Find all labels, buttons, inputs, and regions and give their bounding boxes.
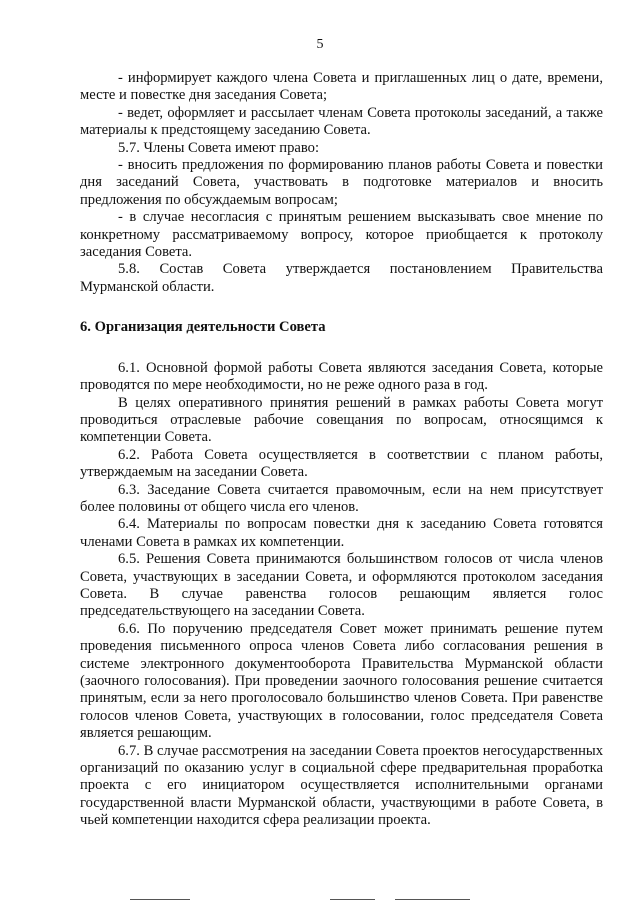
paragraph: 5.7. Члены Совета имеют право:: [118, 139, 320, 156]
paragraph: - ведет, оформляет и рассылает членам Совета протоколы заседаний, а также материалы к предстоящему заседанию Совета.: [80, 104, 603, 139]
footer-divider: [395, 899, 470, 900]
paragraph: - в случае несогласия с принятым решением высказывать свое мнение по конкретному рассматриваемому вопросу, которое приобщается к протоколу заседания Совета.: [80, 209, 603, 261]
footer-divider: [330, 899, 375, 900]
paragraph: 6.7. В случае рассмотрения на заседании Совета проектов негосударственных организаций по оказанию услуг в социальной сфере предварительная проработка проекта с его инициатором осуществляется исполнительными органами государственной власти Мурманской области, участвующими в работе Совета, в чьей компетенции находится сфера реализации проекта.: [80, 742, 603, 829]
paragraph: - вносить предложения по формированию планов работы Совета и повестки дня заседаний Совета, участвовать в подготовке материалов и вносить предложения по обсуждаемым вопросам;: [80, 157, 603, 208]
paragraph: 6.2. Работа Совета осуществляется в соответствии с планом работы, утверждаемым на заседании Совета.: [80, 446, 603, 481]
paragraph: 6.3. Заседание Совета считается правомочным, если на нем присутствует более половины от общего числа его членов.: [80, 481, 603, 515]
paragraph: 6.6. По поручению председателя Совет может принимать решение путем проведения письменного опроса членов Совета либо согласования решения в системе электронного документооборота Правительства Мурманской области (заочного голосования). При проведении заочного голосования решение считается принятым, если за него проголосовало большинство членов Совета. При равенстве голосов членов Совета, участвующих в голосовании, голос председателя Совета является решающим.: [80, 620, 603, 742]
page-number: 5: [316, 37, 324, 52]
paragraph: - информирует каждого члена Совета и приглашенных лиц о дате, времени, месте и повестке дня заседания Совета;: [80, 70, 603, 104]
document-body: [80, 70, 603, 830]
paragraph: 6.4. Материалы по вопросам повестки дня к заседанию Совета готовятся членами Совета в рамках их компетенции.: [80, 516, 603, 550]
section-title: 6. Организация деятельности Совета: [80, 319, 326, 336]
paragraph: 6.1. Основной формой работы Совета являются заседания Совета, которые проводятся по мере необходимости, но не реже одного раза в год.: [80, 359, 603, 394]
footer-divider: [130, 899, 190, 900]
paragraph: 5.8. Состав Совета утверждается постановлением Правительства Мурманской области.: [80, 261, 603, 295]
paragraph: 6.5. Решения Совета принимаются большинством голосов от числа членов Совета, участвующих в заседании Совета, и оформляются протоколом заседания Совета. В случае равенства голосов решающим является голос председательствующего на заседании Совета.: [80, 551, 603, 620]
paragraph: В целях оперативного принятия решений в рамках работы Совета могут проводиться отраслевые рабочие совещания по вопросам, относящимся к компетенции Совета.: [80, 394, 603, 446]
